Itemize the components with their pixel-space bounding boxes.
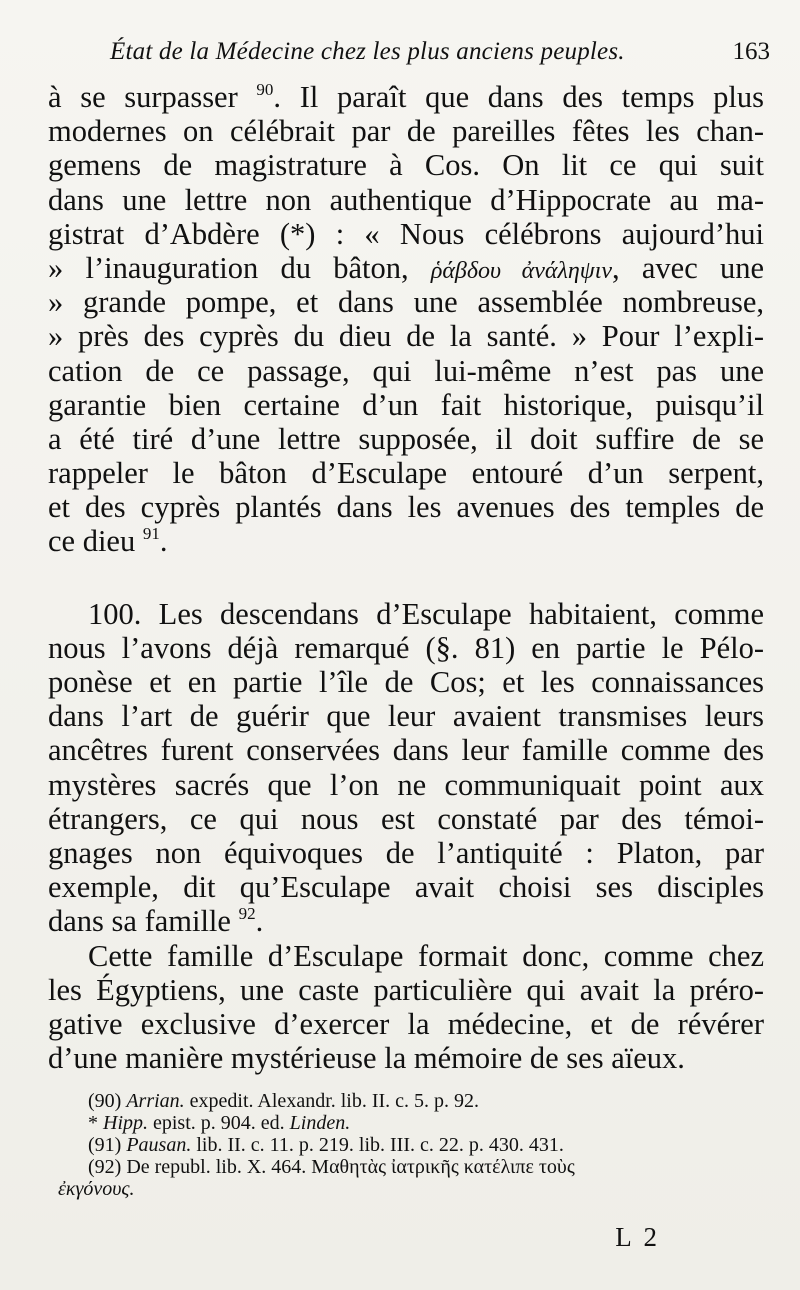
line-text: ancêtres furent conservées dans leur famille comme des [48, 733, 764, 768]
footnote-reference[interactable]: 91 [142, 524, 160, 544]
footnote-marker: (90) [88, 1090, 127, 1112]
line-text: dans sa famille [48, 904, 239, 939]
page-number: 163 [732, 38, 770, 65]
line-text: gistrat d’Abdère (*) : « Nous célébrons aujourd’hui [48, 216, 764, 251]
line-text: garantie bien certaine d’un fait historique, puisqu’il [48, 387, 764, 422]
footnote-marker: (92) [88, 1156, 127, 1178]
text-line [48, 939, 764, 973]
text-line [48, 802, 764, 836]
greek-phrase: ῥάβδου ἀνάληψιν [430, 257, 613, 284]
footnotes [58, 1090, 768, 1200]
line-text: d’une manière mystérieuse la mémoire de ses aïeux. [48, 1041, 685, 1076]
line-text: . Il paraît que dans des temps plus [273, 80, 764, 114]
footnote [88, 1156, 768, 1178]
line-text: ponèse et en partie l’île de Cos; et les connaissances [48, 665, 764, 699]
line-text: gative exclusive d’exercer la médecine, et de révérer [48, 1006, 764, 1041]
text-line [48, 597, 764, 631]
line-text: ce dieu [48, 524, 143, 559]
footnote-text: epist. p. 904. ed. [148, 1112, 290, 1134]
body-text [48, 80, 764, 1075]
text-line [48, 319, 764, 353]
line-text: les Égyptiens, une caste particulière qui avait la préro- [48, 972, 764, 1007]
footnote-text: De republ. lib. X. 464. Μαθητὰς ἰατρικῆς κατέλιπε τοὺς [126, 1156, 575, 1178]
footnote-marker: (91) [88, 1134, 127, 1156]
line-text: cation de ce passage, qui lui-même n’est pas une [48, 353, 764, 388]
line-text: exemple, dit qu’Esculape avait choisi ses disciples [48, 870, 764, 905]
line-text: rappeler le bâton d’Esculape entouré d’un serpent, [48, 456, 764, 491]
footnote [88, 1134, 768, 1156]
footnote-reference[interactable]: 92 [238, 904, 256, 924]
text-line [48, 870, 764, 904]
line-text: dans l’art de guérir que leur avaient transmises leurs [48, 699, 764, 734]
text-line [48, 699, 764, 733]
text-line [48, 665, 764, 699]
text-line [48, 456, 764, 490]
line-text: nous l’avons déjà remarqué (§. 81) en partie le Pélo- [48, 630, 764, 665]
text-line [48, 768, 764, 802]
line-text: et des cyprès plantés dans les avenues des temples de [48, 490, 764, 525]
running-head [110, 38, 770, 78]
text-line [48, 973, 764, 1007]
text-line [48, 148, 764, 182]
text-line [48, 904, 764, 938]
signature-mark: L 2 [615, 1222, 660, 1252]
line-text: » grande pompe, et dans une assemblée nombreuse, [48, 285, 764, 320]
text-line [48, 422, 764, 456]
line-text: » près des cyprès du dieu de la santé. » Pour l’expli- [48, 319, 764, 354]
text-line [48, 80, 764, 114]
line-text: a été tiré d’une lettre supposée, il doit suffire de se [48, 421, 764, 456]
line-text: étrangers, ce qui nous est constaté par des témoi- [48, 801, 764, 836]
text-line [48, 733, 764, 767]
line-text: , avec une [612, 250, 764, 285]
line-text: mystères sacrés que l’on ne communiquait point aux [48, 767, 764, 802]
text-line [48, 524, 764, 558]
running-title: État de la Médecine chez les plus anciens peuples. [110, 38, 625, 65]
footnote-author: Arrian. [126, 1090, 185, 1112]
text-line [48, 354, 764, 388]
line-text: » l’inauguration du bâton, [48, 250, 431, 285]
text-line [48, 251, 764, 285]
text-line [48, 183, 764, 217]
line-text: . [255, 904, 264, 939]
text-line [48, 285, 764, 319]
text-line [48, 631, 764, 665]
text-line [48, 217, 764, 251]
line-text: dans une lettre non authentique d’Hippocrate au ma- [48, 182, 764, 217]
footnote-editor: Linden. [289, 1112, 351, 1134]
footnote-text: expedit. Alexandr. lib. II. c. 5. p. 92. [184, 1090, 480, 1112]
footnote [88, 1112, 768, 1134]
footnote-text: ἐκγόνους. [58, 1178, 135, 1200]
footnote-author: Pausan. [126, 1134, 192, 1156]
text-line [48, 388, 764, 422]
line-text: Cette famille d’Esculape formait donc, comme chez [88, 938, 764, 973]
line-text: gnages non équivoques de l’antiquité : Platon, par [48, 835, 764, 870]
text-line [48, 114, 764, 148]
footnote [88, 1090, 768, 1112]
footnote-reference[interactable]: 90 [256, 80, 274, 99]
footnote-author: Hipp. [103, 1112, 148, 1134]
text-line [48, 1041, 764, 1075]
line-text: 100. Les descendans d’Esculape habitaient, comme [88, 596, 764, 631]
footnote-text: lib. II. c. 11. p. 219. lib. III. c. 22. p. 430. 431. [191, 1134, 564, 1156]
line-text: . [159, 524, 168, 559]
paragraph-gap [48, 559, 764, 597]
line-text: gemens de magistrature à Cos. On lit ce qui suit [48, 148, 764, 183]
footnote-marker: * [88, 1112, 103, 1134]
line-text: à se surpasser [48, 80, 257, 114]
footnote [58, 1178, 768, 1200]
text-line [48, 1007, 764, 1041]
text-line [48, 836, 764, 870]
line-text: modernes on célébrait par de pareilles fêtes les chan- [48, 114, 764, 149]
text-line [48, 490, 764, 524]
